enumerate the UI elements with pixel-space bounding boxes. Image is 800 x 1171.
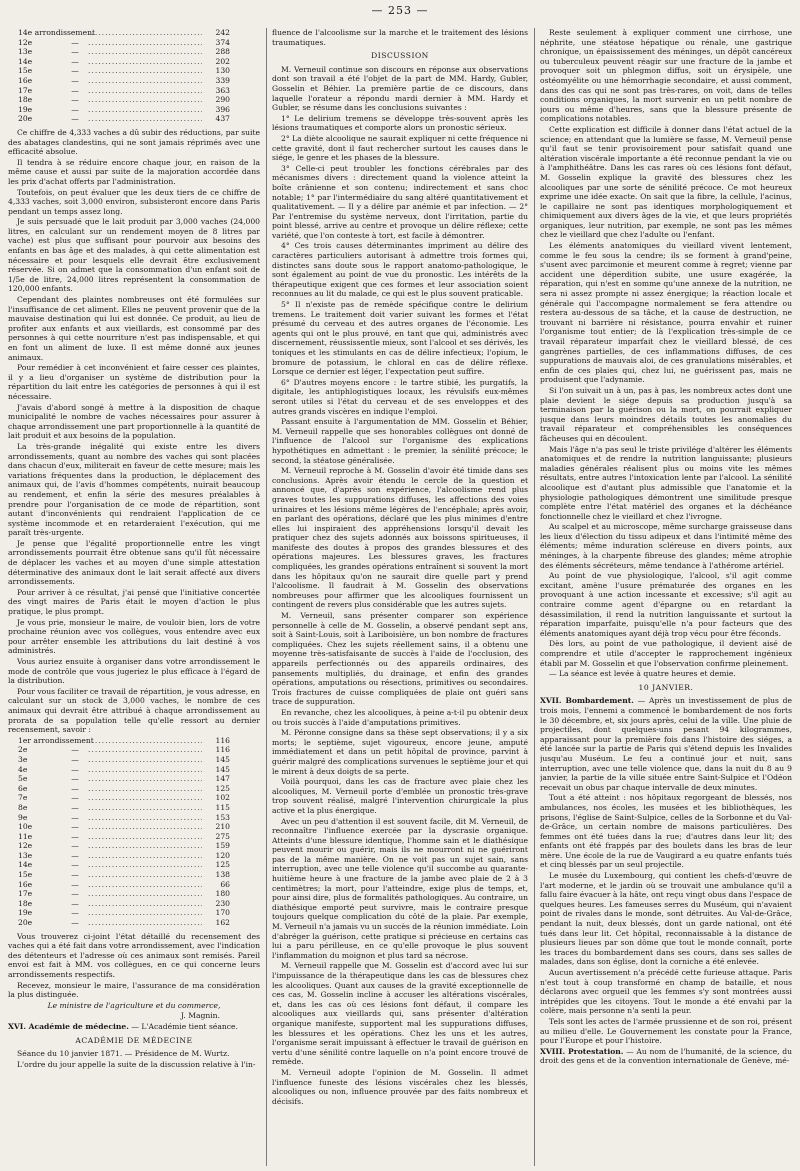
row-dash: —	[71, 879, 79, 889]
paragraph: Dès lors, au point de vue pathologique, il devient aisé de comprendre et utile d'accepter le rapprochement ingénieux établi par M. Gosselin et que l'observation confirme pleinement.	[540, 639, 792, 668]
row-label: 5e	[18, 774, 28, 784]
signature-title: Le ministre de l'agriculture et du commerce,	[47, 1000, 221, 1010]
leader-dots	[88, 813, 202, 823]
paragraph: 2° La diète alcoolique ne saurait expliquer ni cette fréquence ni cette gravité, dont il faut rechercher surtout les causes dans le siége, le genre et les phases de la blessure.	[272, 133, 528, 163]
paragraph: Passant ensuite à l'argumentation de MM. Gosselin et Béhier, M. Verneuil rappelle que ses honorables collègues ont donné de l'influence de l'alcool sur l'organisme des explications hypothétiques en admettant : le premier, la sénilité précoce; le second, la stéatose généralisée.	[272, 417, 528, 465]
leader-dots	[88, 803, 202, 813]
table-row	[8, 841, 260, 851]
row-dash: —	[71, 95, 79, 105]
table-row	[8, 755, 260, 765]
row-value: 159	[215, 841, 230, 851]
row-dash: —	[71, 841, 79, 851]
row-value: 242	[215, 28, 230, 37]
leader-dots	[88, 755, 202, 765]
page-number: — 253 —	[371, 4, 429, 17]
paragraph: Pour remédier à cet inconvénient et faire cesser ces plaintes, il y a lieu d'organiser un système de distribution pour la répartition du lait entre les catégories de personnes à qui il est nécessaire.	[8, 363, 260, 401]
row-dash: —	[71, 66, 79, 76]
row-dash: —	[71, 75, 79, 85]
table-row	[8, 822, 260, 832]
paragraph: Je pense que l'égalité proportionnelle entre les vingt arrondissements pourrait être obtenue sans qu'il fût nécessaire de déplacer les vaches et au moyen d'une simple attestation déterminative des animaux dont le lait serait affecté aux divers arrondissements.	[8, 538, 260, 587]
row-label: 6e	[18, 783, 28, 793]
row-value: 130	[215, 66, 230, 76]
leader-dots	[88, 28, 202, 38]
row-label: 4e	[18, 764, 28, 774]
row-label: 1er arrondissement	[18, 735, 94, 745]
table-row	[8, 860, 260, 870]
row-value: 125	[215, 783, 230, 793]
section-heading: ACADÉMIE DE MÉDECINE	[75, 1035, 193, 1045]
leader-dots	[88, 95, 202, 105]
row-value: 363	[215, 85, 230, 95]
row-dash: —	[71, 114, 79, 124]
row-dash: —	[71, 85, 79, 95]
row-label: 14e	[18, 56, 33, 66]
row-value: 170	[215, 908, 230, 918]
table-row	[8, 66, 260, 76]
paragraph: Recevez, monsieur le maire, l'assurance de ma considération la plus distinguée.	[8, 980, 260, 1000]
paragraph: En revanche, chez les alcooliques, à peine a-t-il pu obtenir deux ou trois succès à l'aide d'amputations primitives.	[272, 707, 528, 727]
paragraph: Vous auriez ensuite à organiser dans votre arrondissement le mode de contrôle que vous jugeriez le plus efficace à l'égard de la distribution.	[8, 657, 260, 686]
section-text: — L'Académie tient séance.	[131, 1021, 238, 1031]
row-value: 202	[215, 56, 230, 66]
article-columns	[8, 28, 792, 1166]
paragraph: 6° D'autres moyens encore : le tartre stibié, les purgatifs, la digitale, les antiphlogistiques locaux, les révulsifs eux-mêmes seront utiles si l'état du cerveau et de ses enveloppes et des autres grands viscères en indique l'emploi.	[272, 377, 528, 416]
allocation-table	[8, 736, 260, 928]
table-row	[8, 851, 260, 861]
row-label: 20e	[18, 114, 33, 124]
row-label: 17e	[18, 85, 33, 95]
table-row	[8, 86, 260, 96]
leader-dots	[88, 774, 202, 784]
column-divider	[266, 28, 267, 1166]
table-row	[8, 765, 260, 775]
row-label: 14e arrondissement	[18, 28, 96, 37]
row-value: 396	[215, 104, 230, 114]
row-label: 3e	[18, 754, 28, 764]
leader-dots	[88, 765, 202, 775]
paragraph: M. Verneuil adopte l'opinion de M. Gosselin. Il admet l'influence funeste des lésions viscérales chez les blessés, alcooliques ou non, influence prouvée par des faits nombreux et décisifs.	[272, 1067, 528, 1106]
table-row	[8, 880, 260, 890]
row-dash: —	[71, 802, 79, 812]
row-value: 115	[215, 802, 230, 812]
paragraph: Avec un peu d'attention il est souvent facile, dit M. Verneuil, de reconnaître l'influence exercée par la dyscrasie organique. Atteints d'une blessure identique, l'homme sain et le diathésique peuvent mourir ou guérir, mais ils ne mourront ni ne guériront pas de la même manière. On ne voit pas un sujet sain, sans interruption, avec une telle violence qu'il succombe au quarante-huitième heure à une fracture de la jambe avec plaie de 2 à 3 centimètres; la mort, pour l'atteindre, exige plus de temps, et, pour ainsi dire, plus de formalités pathologiques. Au contraire, un diathésique emporté peut survivre, mais le contraire presque toujours quelque complication du côté de la plaie. Par exemple, M. Verneuil n'a jamais vu un succès de la réunion immédiate. Loin d'abréger la guérison, cette pratique si précieuse en certains cas lui a paru périlleuse, en ce qu'elle provoque le plus souvent l'inflammation du moignon et plus tard sa nécrose.	[272, 816, 528, 960]
row-label: 20e	[18, 918, 33, 928]
paragraph: Je vous prie, monsieur le maire, de vouloir bien, lors de votre prochaine réunion avec vos collègues, vous entendre avec eux pour arrêter ensemble les attributions du lait destiné à vos administrés.	[8, 617, 260, 656]
paragraph: Reste seulement à expliquer comment une cirrhose, une néphrite, une stéatose hépatique ou rénale, une gastrique chronique, un épaississement des méninges, un dépôt cancéreux ou tuberculeux peuvent réagir sur une fracture de la jambe et provoquer soit un phlegmon diffus, soit un érysipèle, une ostéomyélite ou une hémorrhagie secondaire, et aussi comment, dans des cas qui ne sont pas très-rares, on voit, dans de telles conditions organiques, la mort survenir en un petit nombre de jours ou même d'heures, sans que la blessure présente de complications notables.	[540, 28, 792, 124]
paragraph: Vous trouverez ci-joint l'état détaillé du recensement des vaches qui a été fait dans votre arrondissement, avec l'indication des détenteurs et l'adresse où ces animaux sont remisés. Pareil envoi est fait à MM. vos collègues, en ce qui concerne leurs arrondissements respectifs.	[8, 931, 260, 979]
row-dash: —	[71, 831, 79, 841]
row-value: 374	[215, 37, 230, 47]
leader-dots	[88, 86, 202, 96]
leader-dots	[88, 860, 202, 870]
row-value: 116	[215, 735, 230, 745]
leader-dots	[88, 908, 202, 918]
row-value: 66	[220, 879, 230, 889]
section-item	[8, 1022, 260, 1032]
row-label: 16e	[18, 879, 33, 889]
table-row	[8, 95, 260, 105]
row-label: 18e	[18, 898, 33, 908]
row-label: 14e	[18, 860, 33, 870]
row-label: 9e	[18, 812, 28, 822]
leader-dots	[88, 832, 202, 842]
row-value: 145	[215, 754, 230, 764]
section-lead: XVI. Académie de médecine.	[8, 1021, 129, 1031]
paragraph: Tout a été atteint : nos hôpitaux regorgeant de blessés, nos ambulances, nos écoles, les musées et les bibliothèques, les prisons, l'église de Saint-Sulpice, celles de la Sorbonne et du Val-de-Grâce, un certain nombre de maisons particulières. Des femmes ont été tuées dans la rue; d'autres dans leur lit; des enfants ont été frappés par des boulets dans les bras de leur mère. Une école de la rue de Vaugirard a eu quatre enfants tués et cinq blessés par un seul projectile.	[540, 793, 792, 870]
paragraph: L'ordre du jour appelle la suite de la discussion relative à l'in-	[17, 1059, 256, 1069]
row-dash: —	[71, 754, 79, 764]
row-label: 17e	[18, 889, 33, 899]
date-heading: 10 JANVIER.	[638, 682, 694, 692]
table-row	[8, 793, 260, 803]
paragraph: Pour vous faciliter ce travail de répartition, je vous adresse, en calculant sur un stock de 3,000 vaches, le nombre de ces animaux qui devrait être attribué à chaque arrondissement au prorata de sa population telle qu'elle ressort au dernier recensement, savoir :	[8, 686, 260, 735]
signature-name: J. Magnin.	[180, 1011, 220, 1021]
paragraph: Les éléments anatomiques du vieillard vivent lentement, comme le feu sous la cendre; ils se forment à grand'peine, s'usent avec parcimonie et meurent comme à regret; vienne par accident une déperdition subite, une usure exagérée, la réparation, qui n'est en somme qu'une annexe de la nutrition, ne sera ni assez prompte ni assez énergique; la réaction locale et générale qui l'accompagne normalement se fera attendre ou restera au-dessous de sa tâche, et la cause de destruction, ne trouvant ni barrière ni résistance, pourra envahir et ruiner l'organisme tout entier; de là l'explication très-simple de ce travail réparateur imparfait chez le vieillard blessé, de ces gangrènes partielles, de ces inflammations diffuses, de ces suppurations de mauvais aloi, de ces granulations misérables, et enfin de ces plaies qui, chez lui, ne guérissent pas, mais ne produisent que l'adynamie.	[540, 241, 792, 385]
leader-dots	[88, 66, 202, 76]
paragraph: 5° Il n'existe pas de remède spécifique contre le delirium tremens. Le traitement doit varier suivant les formes et l'état présumé du cerveau et des autres organes de l'économie. Les agents qui ont le plus prouvé, en tant que qui, administrés avec discernement, réussissentle mieux, sont l'alcool et ses dérivés, les toniques et les stimulants en cas de délire infectieux; l'opium, le bromure de potassium, le chloral en cas de délire réflexe. Lorsque ce dernier est léger, l'expectation peut suffire.	[272, 300, 528, 377]
row-label: 19e	[18, 908, 33, 918]
row-label: 12e	[18, 37, 33, 47]
paragraph: 3° Celle-ci peut troubler les fonctions cérébrales par des mécanismes divers : directement quand la violence atteint la boîte crânienne et son contenu; indirectement et sans choc notable; 1° par l'intermédiaire du sang altéré quantitativement et qualitativement. — Il y a délire par anémie et par infection. — 2° Par l'entremise du système nerveux, dont l'irritation, partie du point blessé, arrive au centre et provoque un délire réflexe; cette variété, que l'on conteste à tort, est facile à démontrer.	[272, 163, 528, 240]
table-row	[8, 803, 260, 813]
row-dash: —	[71, 822, 79, 832]
session-line: Séance du 10 janvier 1871. — Présidence de M. Wurtz.	[17, 1049, 230, 1059]
row-dash: —	[71, 812, 79, 822]
table-row	[8, 114, 260, 124]
section-lead: XVIII. Protestation.	[540, 1046, 624, 1056]
leader-dots	[88, 841, 202, 851]
table-row	[8, 908, 260, 918]
leader-dots	[88, 114, 202, 124]
row-dash: —	[71, 783, 79, 793]
row-label: 11e	[18, 831, 33, 841]
column-right	[540, 28, 792, 1166]
paragraph: M. Verneuil reproche à M. Gosselin d'avoir été timide dans ses conclusions. Après avoir étendu le cercle de la question et annoncé que, d'après son expérience, l'alcoolisme rend plus graves toutes les suppurations diffuses, les affections des voies urinaires et les lésions même légères de l'encéphale; après avoir, en parlant des opérations, déclaré que les plus minimes d'entre elles lui inspiraient des appréhensions lorsqu'il devait les pratiquer chez des sujets adonnés aux boissons spiritueuses, il manifeste des doutes à propos des grandes blessures et des opérations majeures. Les blessures graves, les fractures compliquées, les grandes opérations entraînent si souvent la mort dans les hôpitaux qu'on ne saurait dire quelle part y prend l'alcoolisme. Il faudrait à M. Gosselin des observations nombreuses pour affirmer que les alcooliques fournissent un contingent de revers plus considérable que les autres sujets.	[272, 466, 528, 610]
row-value: 125	[215, 860, 230, 870]
paragraph: Toutefois, on peut évaluer que les deux tiers de ce chiffre de 4,333 vaches, soit 3,000 environ, subsisteront encore dans Paris pendant un temps assez long.	[8, 187, 260, 216]
row-label: 15e	[18, 870, 33, 880]
leader-dots	[88, 47, 202, 57]
table-row	[8, 813, 260, 823]
leader-dots	[88, 736, 202, 746]
paragraph: La très-grande inégalité qui existe entre les divers arrondissements, quant au nombre des vaches qui sont placées dans chacun d'eux, militerait en faveur de cette mesure; mais les variations fréquentes dans la production, le déplacement des animaux qui, de l'avis d'hommes compétents, nuirait beaucoup au rendement, et enfin la série des mesures préalables à prendre pour l'organisation de ce mode de répartition, sont autant d'inconvénients qui rendraient l'application de ce système incommode et en retarderaient l'exécution, qui me paraît très-urgente.	[8, 441, 260, 538]
paragraph: Mais l'âge n'a pas seul le triste privilége d'altérer les éléments anatomiques et de rendre la nutrition languissante; plusieurs maladies générales réalisent plus ou moins vite les mêmes résultats, entre autres l'intoxication lente par l'alcool. La sénilité alcoolique est d'autant plus admissible que l'anatomie et la physiologie pathologiques démontrent une similitude presque complète entre l'état matériel des organes et la déchéance fonctionnelle chez le vieillard et chez l'ivrogne.	[540, 444, 792, 521]
row-label: 13e	[18, 850, 33, 860]
leader-dots	[88, 57, 202, 67]
row-dash: —	[71, 37, 79, 47]
table-row	[8, 76, 260, 86]
row-dash	[62, 736, 88, 746]
row-value: 180	[215, 889, 230, 899]
paragraph: Si l'on suivait un à un, pas à pas, les nombreux actes dont une plaie devient le siége depuis sa production jusqu'à sa terminaison par la guérison ou la mort, on pourrait expliquer jusque dans leurs moindres détails toutes les anomalies du travail réparateur et compréhensibles les conséquences fâcheuses qui en découlent.	[540, 385, 792, 443]
row-dash: —	[71, 764, 79, 774]
table-row	[8, 899, 260, 909]
row-label: 2e	[18, 745, 28, 755]
section-heading: DISCUSSION	[371, 51, 429, 61]
column-divider	[534, 28, 535, 1166]
row-dash	[62, 28, 88, 38]
row-value: 116	[215, 745, 230, 755]
cow-count-table	[8, 28, 260, 124]
row-value: 102	[215, 793, 230, 803]
paragraph: Ce chiffre de 4,333 vaches a dû subir des réductions, par suite des abatages clandestins, qui ne sont jamais réprimés avec une efficacité absolue.	[8, 127, 260, 157]
table-row	[8, 47, 260, 57]
row-dash: —	[71, 898, 79, 908]
paragraph: M. Verneuil, sans présenter comparer son expérience personnelle à celle de M. Gosselin, a observé pendant sept ans, soit à Saint-Louis, soit à Lariboisière, un bon nombre de fractures compliquées. Chez les sujets réellement sains, il a obtenu une moyenne très-satisfaisante de succès à l'aide de l'occlusion, des appareils perfectionnés ou des appareils ordinaires, des pansements multipliés, du drainage, et enfin des grandes opérations, amputations ou résections, primitives ou secondaires. Trois fractures de cuisse compliquées de plaie ont guéri sans trace de suppuration.	[272, 611, 528, 707]
row-value: 147	[215, 774, 230, 784]
table-row	[8, 28, 260, 38]
leader-dots	[88, 822, 202, 832]
leader-dots	[88, 889, 202, 899]
row-value: 138	[215, 870, 230, 880]
row-label: 12e	[18, 841, 33, 851]
row-value: 162	[215, 918, 230, 928]
table-row	[8, 745, 260, 755]
row-dash: —	[71, 850, 79, 860]
row-dash: —	[71, 889, 79, 899]
row-dash: —	[71, 745, 79, 755]
paragraph: 4° Ces trois causes déterminantes impriment au délire des caractères particuliers autorisant à admettre trois formes qui, distinctes sans doute sous le rapport anatomo-pathologique, le sont également au point de vue du pronostic. Les intérêts de la thérapeutique exigent que ces formes et leur association soient reconnues au lit du malade, ce qui est le plus souvent praticable.	[272, 241, 528, 299]
paragraph: Aucun avertissement n'a précédé cette furieuse attaque. Paris n'est tout à coup transformé en champ de bataille, et nous déclarons avec orgueil que les femmes s'y sont montrées aussi intrépides que les citoyens. Tout le monde a été envahi par la colère, mais personne n'a senti la peur.	[540, 968, 792, 1016]
row-dash: —	[71, 47, 79, 57]
leader-dots	[88, 793, 202, 803]
paragraph: Au scalpel et au microscope, même surcharge graisseuse dans les lieux d'élection du tissu adipeux et dans l'intimité même des éléments; même induration scléreuse en divers points, aux méninges, à la charpente fibreuse des glandes; même atrophie des éléments sécréteurs, même tendance à l'athérome artériel.	[540, 522, 792, 570]
row-value: 290	[215, 95, 230, 105]
paragraph: M. Verneuil continue son discours en réponse aux observations dont son travail a été l'objet de la part de MM. Hardy, Gubler, Gosselin et Béhier. La première partie de ce discours, dans laquelle l'orateur a répondu mardi dernier à MM. Hardy et Gubler, se résume dans les conclusions suivantes :	[272, 64, 528, 113]
row-value: 153	[215, 812, 230, 822]
leader-dots	[88, 899, 202, 909]
paragraph: M. Verneuil rappelle que M. Gosselin est d'accord avec lui sur l'impuissance de la thérapeutique dans les cas de blessures chez les alcooliques. Quant aux causes de la gravité exceptionnelle de ces cas, M. Gosselin incline à accuser les altérations viscérales, et, dans les cas où ces lésions font défaut, il compare les alcooliques aux vieillards qui, sans présenter d'altération organique manifeste, supportent mal les suppurations diffuses, les blessures et les opérations. Chez les uns et les autres, l'organisme serait impuissant à effectuer le travail de guérison en vertu d'une sénilité contre laquelle on n'a point encore trouvé de remède.	[272, 961, 528, 1067]
paragraph: Tels sont les actes de l'armée prussienne et de son roi, présent au milieu d'elle. Le Gouvernement les constate pour la France, pour l'Europe et pour l'histoire.	[540, 1016, 792, 1046]
row-value: 210	[215, 822, 230, 832]
row-label: 16e	[18, 75, 33, 85]
leader-dots	[88, 918, 202, 928]
row-value: 437	[215, 114, 230, 124]
row-value: 288	[215, 47, 230, 57]
paragraph: Voilà pourquoi, dans les cas de fracture avec plaie chez les alcooliques, M. Verneuil porte d'emblée un pronostic très-grave trop souvent réalisé, malgré l'intervention chirurgicale la plus active et la plus énergique.	[272, 777, 528, 815]
table-row	[8, 784, 260, 794]
row-dash: —	[71, 908, 79, 918]
row-dash: —	[71, 860, 79, 870]
closing-line: — La séance est levée à quatre heures et demie.	[549, 669, 736, 679]
table-row	[8, 57, 260, 67]
leader-dots	[88, 784, 202, 794]
section-text: — Après un investissement de plus de trois mois, l'ennemi a commencé le bombardement de nos forts le 30 décembre, et, six jours après, celui de la ville. Une pluie de projectiles, dont quelques-uns pesant 94 kilogrammes, apparaissant pour la première fois dans l'histoire des siéges, a été lancée sur la partie de Paris qui s'étend depuis les Invalides jusqu'au Muséum. Le feu a continué jour et nuit, sans interruption, avec une telle violence que, dans la nuit du 8 au 9 janvier, la partie de la ville située entre Saint-Sulpice et l'Odéon recevait un obus par chaque intervalle de deux minutes.	[540, 696, 792, 792]
leader-dots	[88, 76, 202, 86]
table-row	[8, 774, 260, 784]
leader-dots	[88, 105, 202, 115]
row-dash: —	[71, 104, 79, 114]
paragraph: fluence de l'alcoolisme sur la marche et le traitement des lésions traumatiques.	[272, 28, 528, 47]
row-label: 15e	[18, 66, 33, 76]
paragraph: Le musée du Luxembourg, qui contient les chefs-d'œuvre de l'art moderne, et le jardin où se trouvait une ambulance qu'il a fallu faire évacuer à la hâte, ont reçu vingt obus dans l'espace de quelques heures. Les fameuses serres du Muséum, qui n'avaient point de rivales dans le monde, sont détruites. Au Val-de-Grâce, pendant la nuit, deux blessés, dont un garde national, ont été tués dans leur lit. Cet hôpital, reconnaissable à la distance de plusieurs lieues par son dôme que tout le monde connaît, porte les traces du bombardement dans ses cours, dans ses salles de malades, dans son église, dont la corniche a été enlevée.	[540, 871, 792, 967]
row-label: 18e	[18, 95, 33, 105]
leader-dots	[88, 38, 202, 48]
table-row	[8, 832, 260, 842]
row-label: 8e	[18, 802, 28, 812]
leader-dots	[88, 851, 202, 861]
section-item	[540, 1047, 792, 1066]
row-dash: —	[71, 774, 79, 784]
paragraph: Cependant des plaintes nombreuses ont été formulées sur l'insuffisance de cet aliment. Elles ne peuvent provenir que de la mauvaise destination qui lui est donnée. Ce produit, au lieu de profiter aux enfants et aux vieillards, est consommé par des personnes à qui cette nourriture n'est pas indispensable, et qui en font un aliment de luxe. Il est même donné aux jeunes animaux.	[8, 295, 260, 362]
row-label: 10e	[18, 822, 33, 832]
column-middle	[272, 28, 528, 1166]
paragraph: Cette explication est difficile à donner dans l'état actuel de la science; en attendant que la lumière se fasse, M. Verneuil pense qu'il faut se tenir provisoirement pour satisfait quand une altération viscérale importante a été reconnue pendant la vie ou à l'amphithéâtre. Dans les cas rares où ces lésions font défaut, M. Gosselin explique la gravité des blessures chez les alcooliques par une sorte de sénilité précoce. Ce mot heureux exprime une idée exacte. On sait que la fibre, la cellule, l'acinus, le capillaire ne sont pas identiques morphologiquement et chimiquement aux divers âges de la vie, et que leurs propriétés organiques, leur nutrition, par exemple, ne sont pas les mêmes chez le vieillard que chez l'adulte ou l'enfant.	[540, 124, 792, 240]
leader-dots	[88, 870, 202, 880]
row-dash: —	[71, 56, 79, 66]
row-value: 120	[215, 850, 230, 860]
row-value: 230	[215, 898, 230, 908]
row-value: 275	[215, 831, 230, 841]
section-item	[540, 696, 792, 792]
column-left	[8, 28, 260, 1166]
table-row	[8, 889, 260, 899]
row-dash: —	[71, 793, 79, 803]
row-label: 13e	[18, 47, 33, 57]
row-label: 7e	[18, 793, 28, 803]
paragraph: Il tendra à se réduire encore chaque jour, en raison de la même cause et aussi par suite de la majoration accordée dans les prix d'achat offerts par l'administration.	[8, 157, 260, 186]
paragraph: Au point de vue physiologique, l'alcool, s'il agit comme excitant, amène l'usure prématurée des organes en les provoquant à une action incessante et excessive; s'il agit au contraire comme agent d'épargne ou en retardant la désassimilation, il rend la nutrition languissante et surtout la réparation imparfaite, puisqu'elle n'a pour facteurs que des éléments anatomiques ayant déjà trop vécu pour être féconds.	[540, 571, 792, 638]
paragraph: Je suis persuadé que le lait produit par 3,000 vaches (24,000 litres, en calculant sur un rendement moyen de 8 litres par vache) est plus que suffisant pour pourvoir aux besoins des enfants en bas âge et des malades, à qui cette alimentation est nécessaire et pour lesquels elle devrait être exclusivement réservée. Si on admet que la consommation d'un enfant soit de 1/5e de litre, 24,000 litres représentent la consommation de 120,000 enfants.	[8, 217, 260, 294]
leader-dots	[88, 880, 202, 890]
section-text: — Au nom de l'humanité, de la science, du droit des gens et de la convention internationale de Genève, mé-	[540, 1046, 792, 1066]
table-row	[8, 38, 260, 48]
table-row	[8, 918, 260, 928]
row-dash: —	[71, 870, 79, 880]
table-row	[8, 870, 260, 880]
paragraph: 1° Le delirium tremens se développe très-souvent après les lésions traumatiques et comporte alors un pronostic sérieux.	[272, 113, 528, 133]
row-value: 145	[215, 764, 230, 774]
section-lead: XVII. Bombardement.	[540, 696, 634, 706]
leader-dots	[88, 745, 202, 755]
paragraph: Pour arriver à ce résultat, j'ai pensé que l'initiative concertée des vingt maires de Paris était le moyen d'action le plus pratique, le plus prompt.	[8, 587, 260, 617]
paragraph: J'avais d'abord songé à mettre à la disposition de chaque municipalité le nombre de vaches nécessaires pour assurer à chaque arrondissement une part proportionnelle à la quantité de lait produit et aux besoins de la population.	[8, 402, 260, 441]
paragraph: M. Péronne consigne dans sa thèse sept observations; il y a six morts; le septième, sujet vigoureux, encore jeune, amputé immédiatement et dans un petit hôpital de province, parvint à guérir malgré des complications survenues le septième jour et qui le mirent à deux doigts de sa perte.	[272, 728, 528, 776]
table-row	[8, 736, 260, 746]
row-value: 339	[215, 75, 230, 85]
table-row	[8, 105, 260, 115]
row-dash: —	[71, 918, 79, 928]
row-label: 19e	[18, 104, 33, 114]
